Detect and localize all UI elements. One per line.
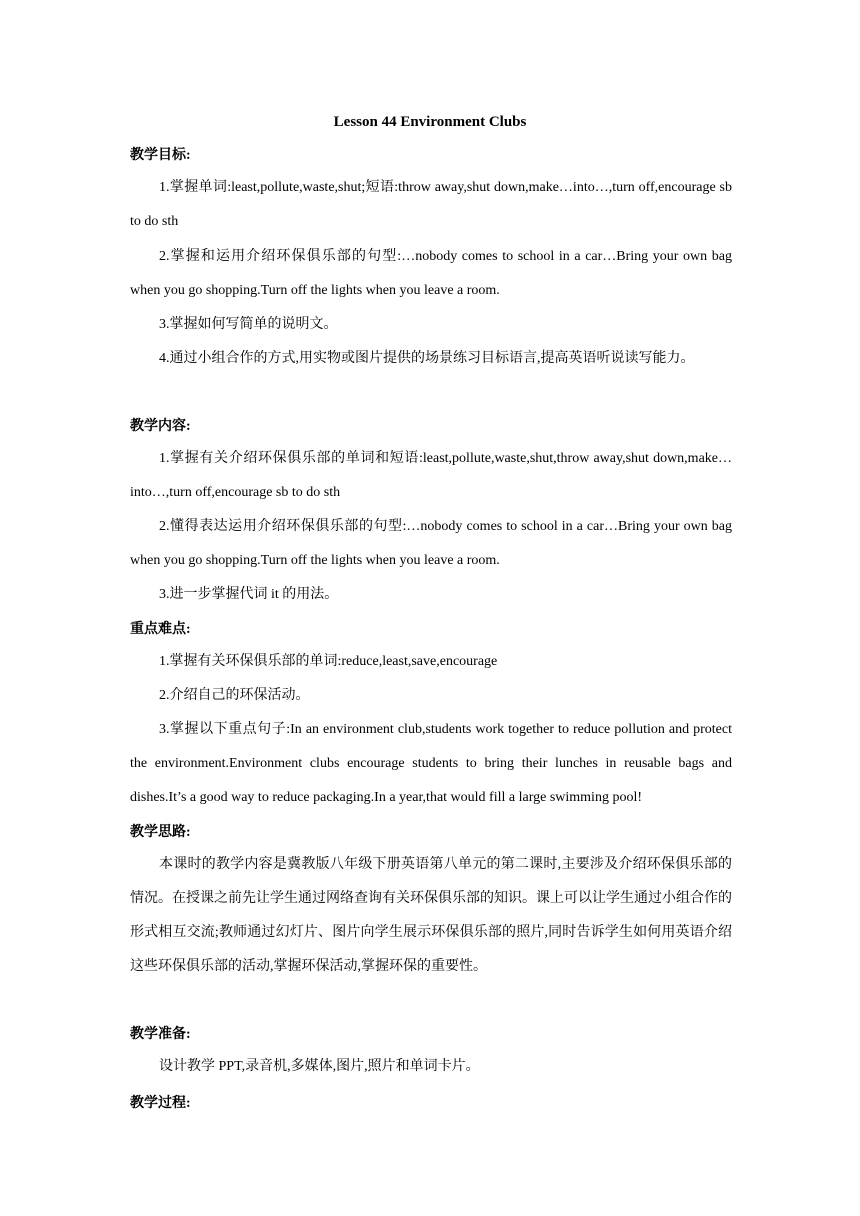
objective-item-4: 4.通过小组合作的方式,用实物或图片提供的场景练习目标语言,提高英语听说读写能力。 xyxy=(159,351,695,366)
content-item-1: 1.掌握有关介绍环保俱乐部的单词和短语:least,pollute,waste,shut,throw away,shut down,make…into…,turn off,encourage sb to do sth xyxy=(130,451,732,500)
approach-item-1: 本课时的教学内容是冀教版八年级下册英语第八单元的第二课时,主要涉及介绍环保俱乐部的情况。在授课之前先让学生通过网络查询有关环保俱乐部的知识。课上可以让学生通过小组合作的形式相互交流;教师通过幻灯片、图片向学生展示环保俱乐部的照片,同时告诉学生如何用英语介绍这些环保俱乐部的活动,掌握环保活动,掌握环保的重要性。 xyxy=(130,857,732,974)
document-title: Lesson 44 Environment Clubs xyxy=(333,114,527,130)
objective-item-3: 3.掌握如何写简单的说明文。 xyxy=(159,317,338,332)
preparation-heading: 教学准备: xyxy=(130,1027,191,1042)
objective-item-2: 2.掌握和运用介绍环保俱乐部的句型:…nobody comes to school in a car…Bring your own bag when you go shopping.Turn off the lights when you leave a room. xyxy=(130,249,732,298)
objective-item-1: 1.掌握单词:least,pollute,waste,shut;短语:throw away,shut down,make…into…,turn off,encourage sb to do sth xyxy=(130,180,732,229)
key-point-item-1: 1.掌握有关环保俱乐部的单词:reduce,least,save,encourage xyxy=(159,654,498,669)
key-points-heading: 重点难点: xyxy=(130,622,191,637)
objectives-heading: 教学目标: xyxy=(130,148,191,163)
approach-heading: 教学思路: xyxy=(130,825,191,840)
content-heading: 教学内容: xyxy=(130,419,191,434)
preparation-item-1: 设计教学 PPT,录音机,多媒体,图片,照片和单词卡片。 xyxy=(159,1059,480,1074)
key-point-item-3: 3.掌握以下重点句子:In an environment club,students work together to reduce pollution and protect the environment.Environment clubs encourage students to bring their lunches in reusable bags and dishes.It’s a good way to reduce packaging.In a year,that would fill a large swimming pool! xyxy=(130,722,732,805)
process-heading: 教学过程: xyxy=(130,1096,191,1111)
key-point-item-2: 2.介绍自己的环保活动。 xyxy=(159,688,310,703)
content-item-3: 3.进一步掌握代词 it 的用法。 xyxy=(159,587,339,602)
content-item-2: 2.懂得表达运用介绍环保俱乐部的句型:…nobody comes to school in a car…Bring your own bag when you go shopping.Turn off the lights when you leave a room. xyxy=(130,519,732,568)
